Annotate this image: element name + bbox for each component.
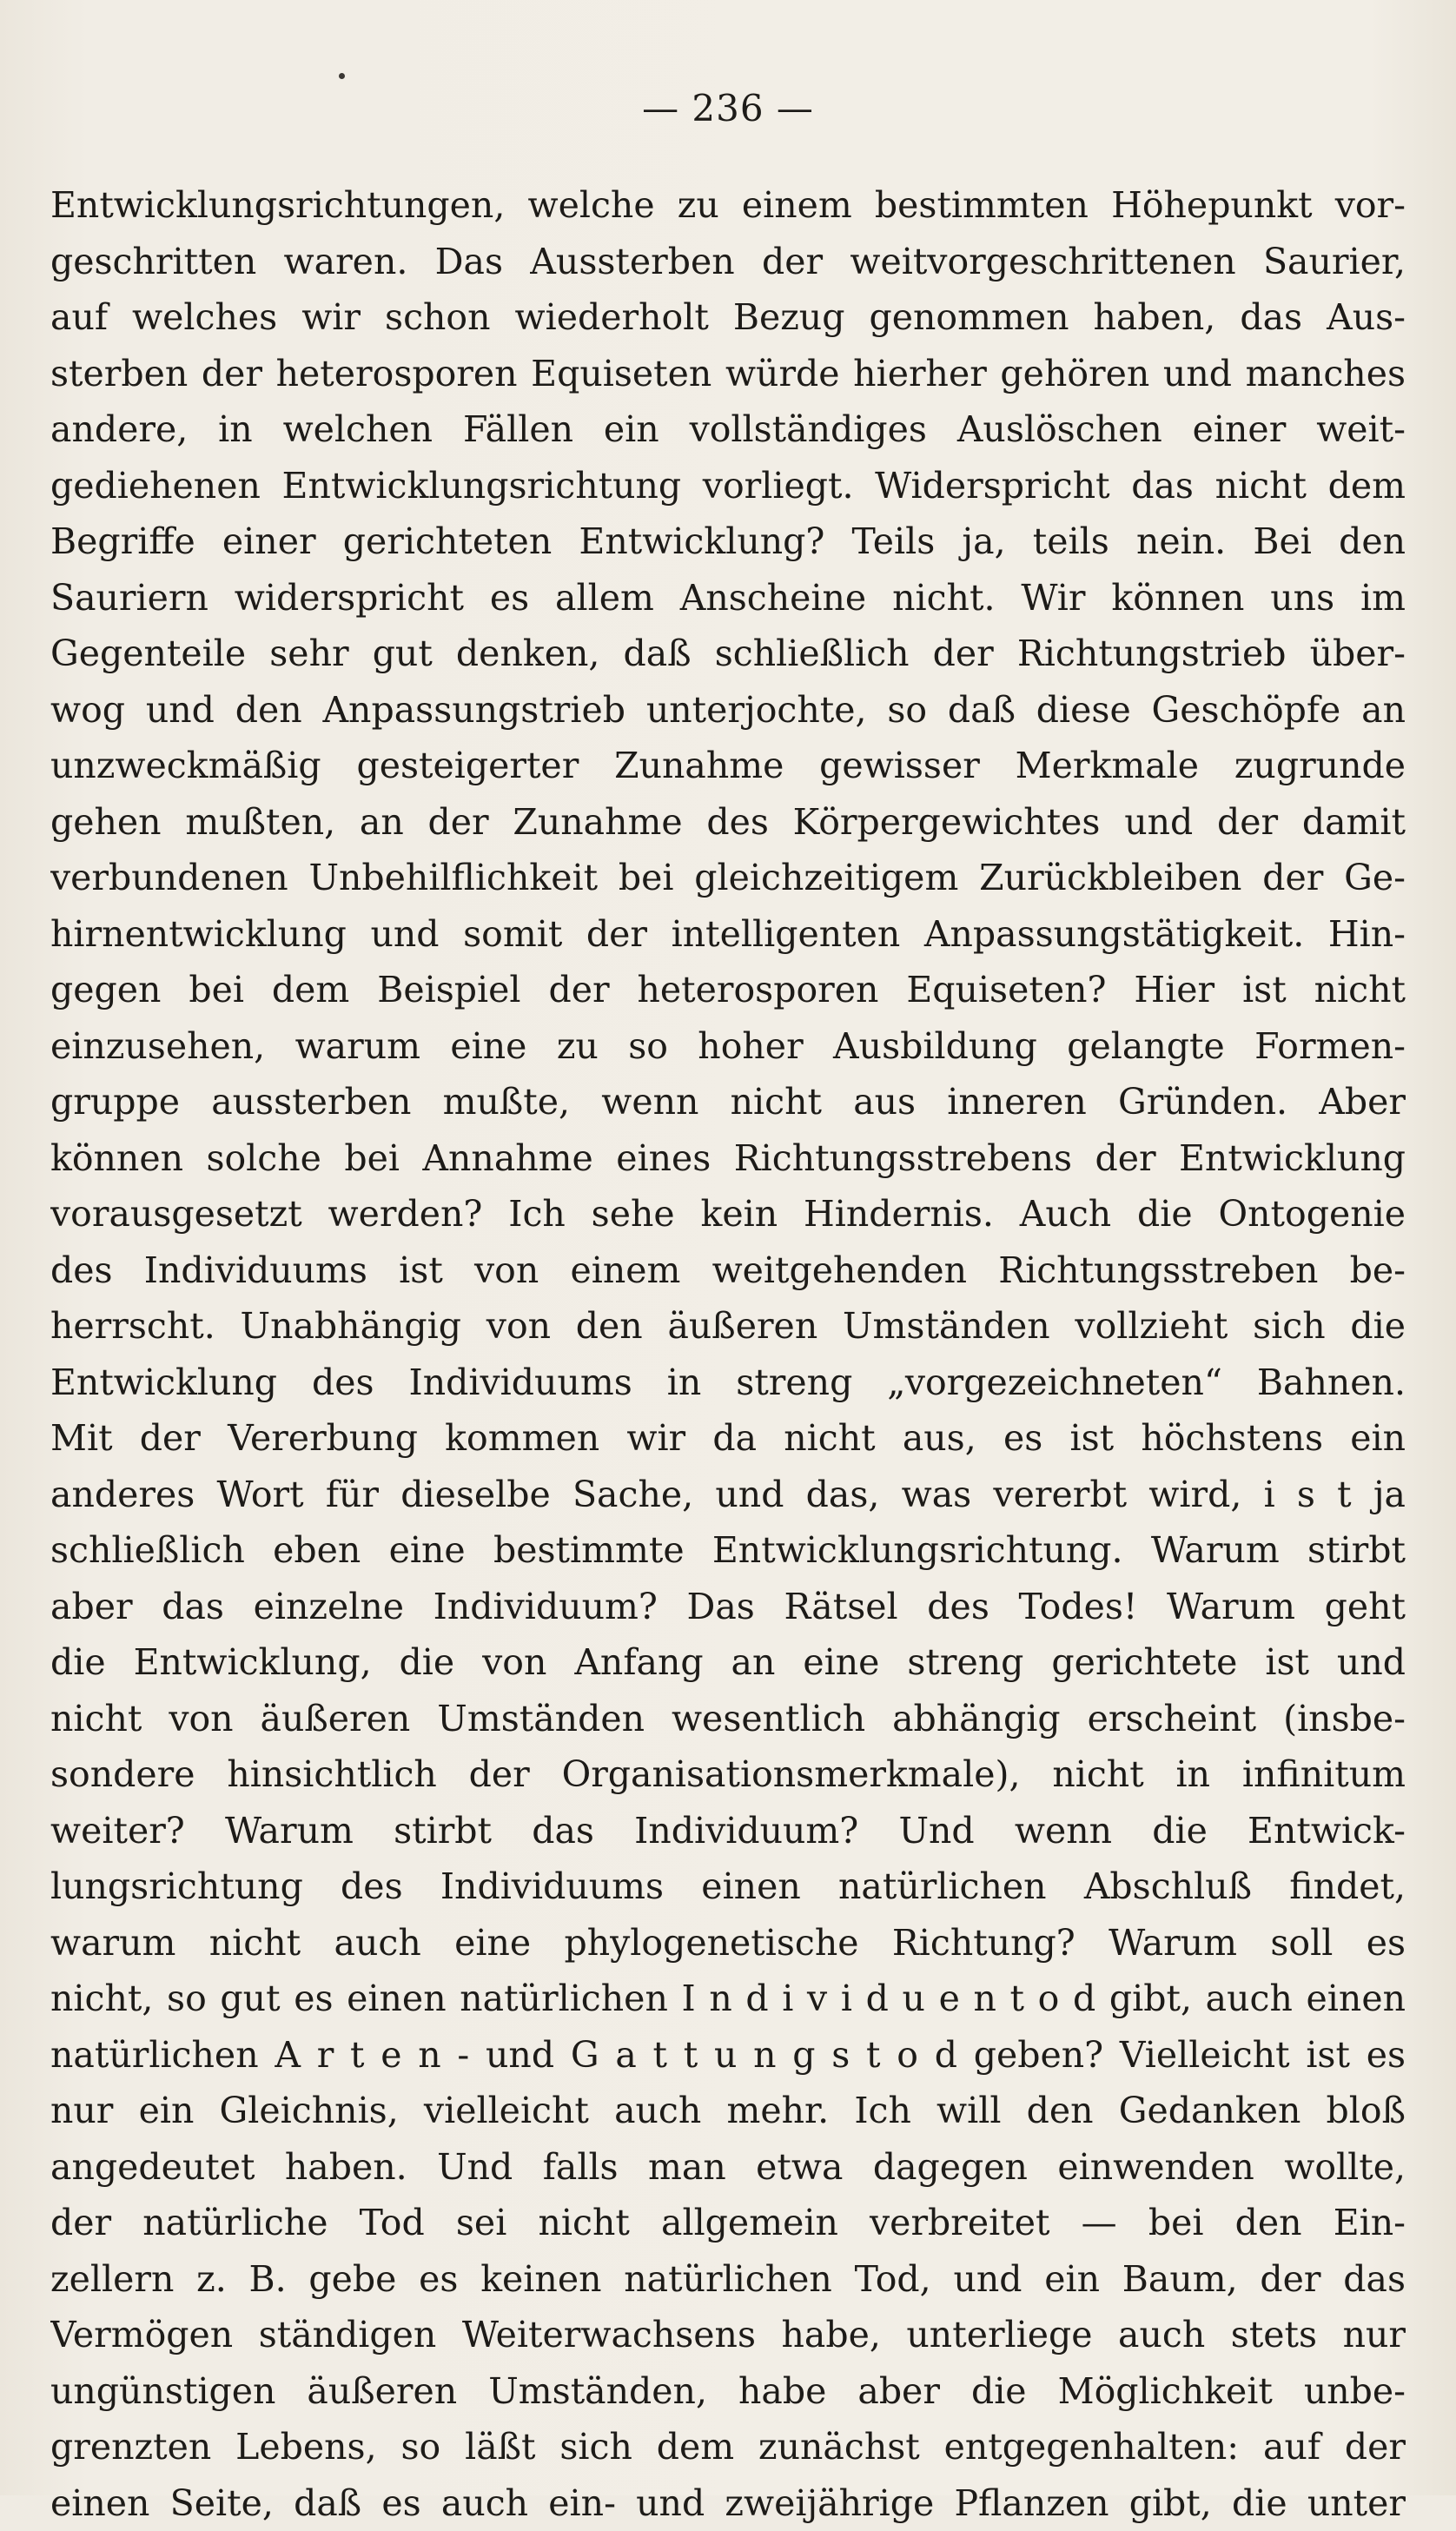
- text-line: gruppe aussterben mußte, wenn nicht aus inneren Gründen. Aber: [50, 1074, 1406, 1130]
- text-line: grenzten Lebens, so läßt sich dem zunächst entgegenhalten: auf der: [50, 2419, 1406, 2475]
- text-line: nicht, so gut es einen natürlichen I n d i v i d u e n t o d gibt, auch einen: [50, 1971, 1406, 2027]
- text-line: ungünstigen äußeren Umständen, habe aber die Möglichkeit unbe-: [50, 2363, 1406, 2420]
- text-line: einzusehen, warum eine zu so hoher Ausbildung gelangte Formen-: [50, 1018, 1406, 1075]
- text-line: anderes Wort für dieselbe Sache, und das, was vererbt wird, i s t ja: [50, 1467, 1406, 1523]
- text-line: einen Seite, daß es auch ein- und zweijährige Pflanzen gibt, die unter: [50, 2475, 1406, 2531]
- text-line: Mit der Vererbung kommen wir da nicht aus, es ist höchstens ein: [50, 1410, 1406, 1467]
- text-line: herrscht. Unabhängig von den äußeren Umständen vollzieht sich die: [50, 1298, 1406, 1355]
- text-line: vorausgesetzt werden? Ich sehe kein Hindernis. Auch die Ontogenie: [50, 1186, 1406, 1242]
- text-line: gegen bei dem Beispiel der heterosporen Equiseten? Hier ist nicht: [50, 962, 1406, 1018]
- text-line: gehen mußten, an der Zunahme des Körpergewichtes und der damit: [50, 794, 1406, 851]
- text-line: hirnentwicklung und somit der intelligenten Anpassungstätigkeit. Hin-: [50, 906, 1406, 963]
- text-line: Gegenteile sehr gut denken, daß schließlich der Richtungstrieb über-: [50, 626, 1406, 682]
- body-text: [50, 177, 1406, 2531]
- text-line: angedeutet haben. Und falls man etwa dagegen einwenden wollte,: [50, 2139, 1406, 2196]
- text-line: nicht von äußeren Umständen wesentlich abhängig erscheint (insbe-: [50, 1691, 1406, 1747]
- text-line: der natürliche Tod sei nicht allgemein verbreitet — bei den Ein-: [50, 2195, 1406, 2251]
- text-line: des Individuums ist von einem weitgehenden Richtungsstreben be-: [50, 1242, 1406, 1299]
- text-line: Entwicklung des Individuums in streng „vorgezeichneten“ Bahnen.: [50, 1355, 1406, 1411]
- text-line: Vermögen ständigen Weiterwachsens habe, unterliege auch stets nur: [50, 2307, 1406, 2363]
- page-number: — 236 —: [0, 87, 1456, 130]
- text-line: nur ein Gleichnis, vielleicht auch mehr. Ich will den Gedanken bloß: [50, 2083, 1406, 2139]
- text-line: auf welches wir schon wiederholt Bezug genommen haben, das Aus-: [50, 289, 1406, 346]
- text-line: unzweckmäßig gesteigerter Zunahme gewisser Merkmale zugrunde: [50, 738, 1406, 794]
- text-line: warum nicht auch eine phylogenetische Richtung? Warum soll es: [50, 1915, 1406, 1971]
- text-line: schließlich eben eine bestimmte Entwicklungsrichtung. Warum stirbt: [50, 1522, 1406, 1579]
- text-line: zellern z. B. gebe es keinen natürlichen Tod, und ein Baum, der das: [50, 2251, 1406, 2308]
- text-line: sterben der heterosporen Equiseten würde hierher gehören und manches: [50, 346, 1406, 402]
- text-line: aber das einzelne Individuum? Das Rätsel des Todes! Warum geht: [50, 1579, 1406, 1635]
- text-line: Begriffe einer gerichteten Entwicklung? Teils ja, teils nein. Bei den: [50, 513, 1406, 570]
- text-line: sondere hinsichtlich der Organisationsmerkmale), nicht in infinitum: [50, 1746, 1406, 1803]
- text-line: wog und den Anpassungstrieb unterjochte, so daß diese Geschöpfe an: [50, 682, 1406, 739]
- text-line: Sauriern widerspricht es allem Anscheine nicht. Wir können uns im: [50, 570, 1406, 626]
- text-line: lungsrichtung des Individuums einen natürlichen Abschluß findet,: [50, 1858, 1406, 1915]
- text-line: die Entwicklung, die von Anfang an eine streng gerichtete ist und: [50, 1634, 1406, 1691]
- text-line: können solche bei Annahme eines Richtungsstrebens der Entwicklung: [50, 1130, 1406, 1187]
- text-line: weiter? Warum stirbt das Individuum? Und wenn die Entwick-: [50, 1803, 1406, 1859]
- text-line: verbundenen Unbehilflichkeit bei gleichzeitigem Zurückbleiben der Ge-: [50, 850, 1406, 906]
- text-line: Entwicklungsrichtungen, welche zu einem bestimmten Höhepunkt vor-: [50, 177, 1406, 234]
- text-line: gediehenen Entwicklungsrichtung vorliegt. Widerspricht das nicht dem: [50, 458, 1406, 514]
- text-line: andere, in welchen Fällen ein vollständiges Auslöschen einer weit-: [50, 401, 1406, 458]
- text-line: natürlichen A r t e n - und G a t t u n g s t o d geben? Vielleicht ist es: [50, 2027, 1406, 2084]
- text-line: geschritten waren. Das Aussterben der weitvorgeschrittenen Saurier,: [50, 234, 1406, 290]
- ink-speck: [339, 73, 345, 79]
